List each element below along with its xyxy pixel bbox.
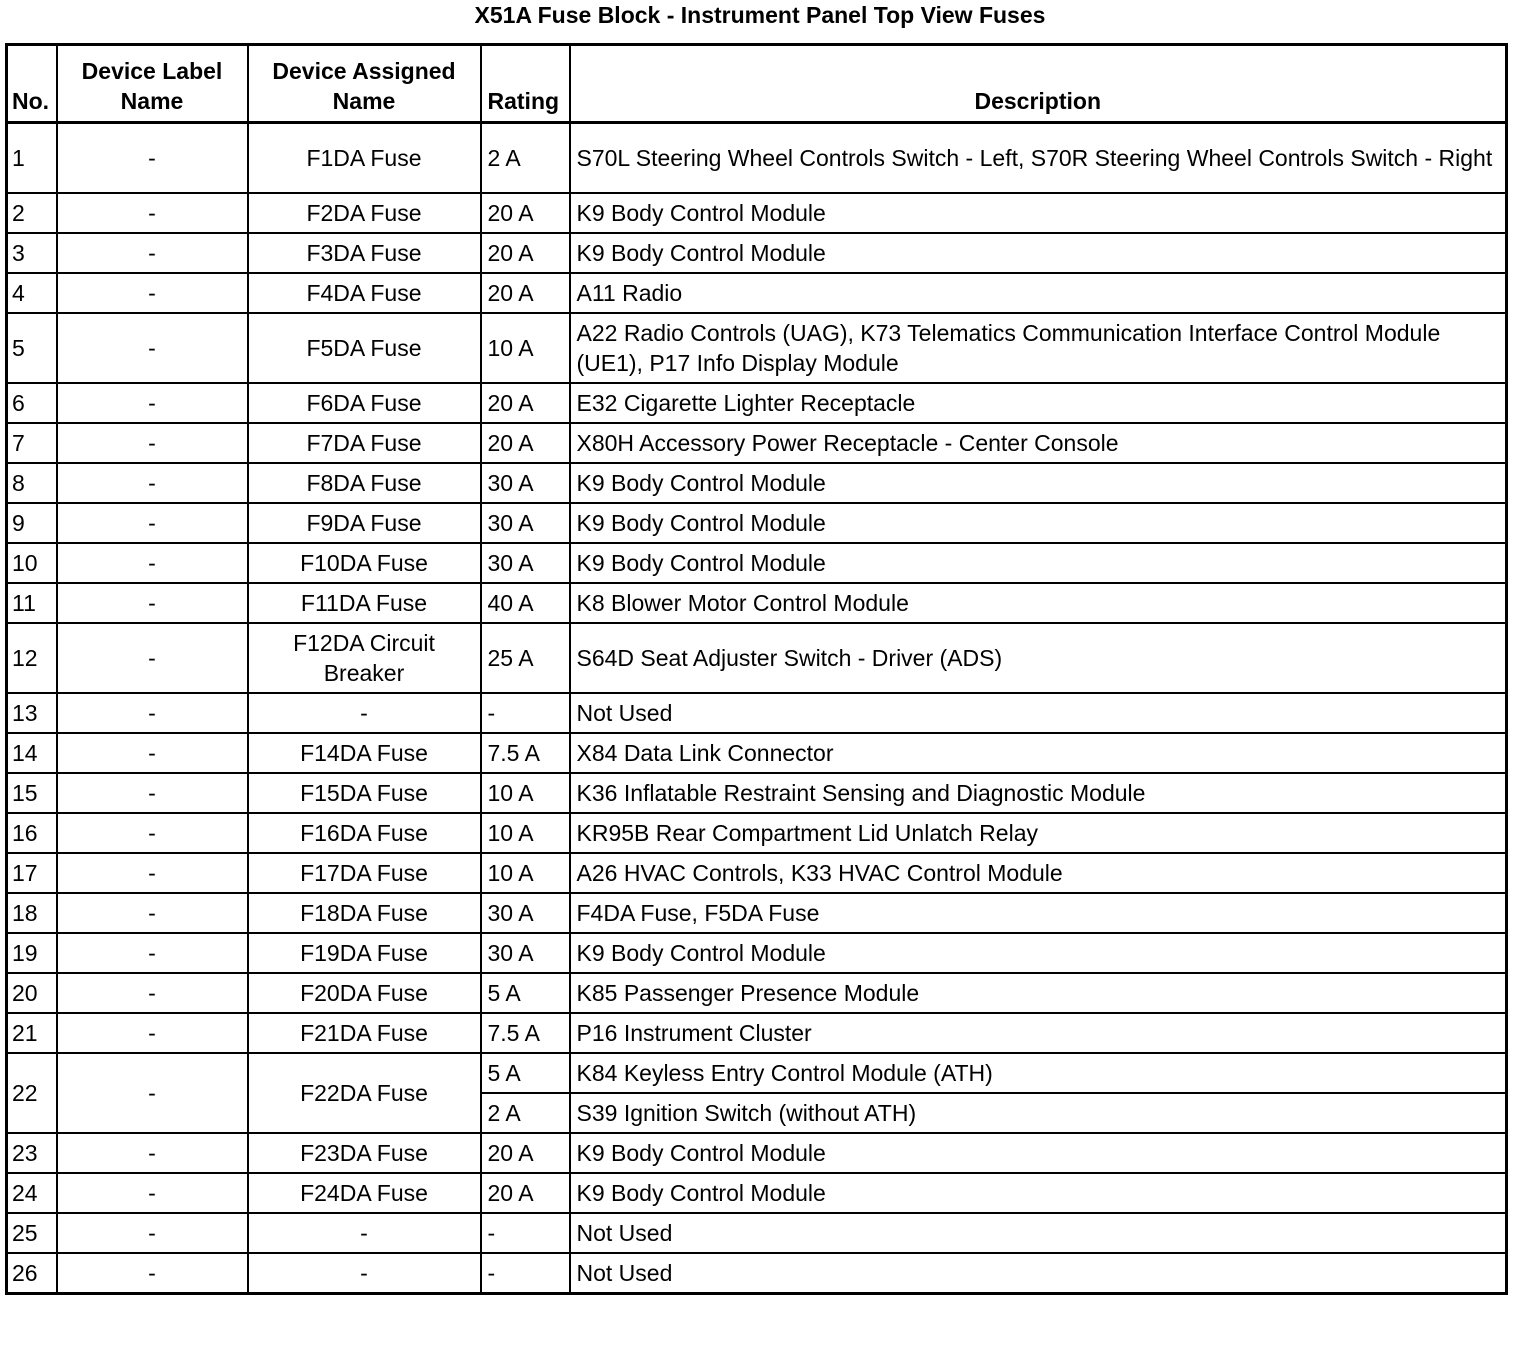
cell-no: 21: [7, 1013, 57, 1053]
cell-description: K85 Passenger Presence Module: [570, 973, 1507, 1013]
cell-no: 20: [7, 973, 57, 1013]
cell-device-label: -: [57, 313, 248, 383]
cell-device-assigned: F18DA Fuse: [248, 893, 481, 933]
table-row: [7, 623, 1507, 693]
cell-no: 23: [7, 1133, 57, 1173]
cell-device-label: -: [57, 693, 248, 733]
table-row: [7, 853, 1507, 893]
table-row: [7, 1013, 1507, 1053]
table-row: [7, 733, 1507, 773]
cell-rating: 30 A: [481, 893, 570, 933]
cell-no: 3: [7, 233, 57, 273]
cell-device-label: -: [57, 383, 248, 423]
cell-device-label: -: [57, 813, 248, 853]
cell-rating: 20 A: [481, 423, 570, 463]
cell-rating: 2 A: [481, 1093, 570, 1133]
cell-description: K9 Body Control Module: [570, 933, 1507, 973]
cell-rating: 7.5 A: [481, 733, 570, 773]
cell-rating: -: [481, 693, 570, 733]
cell-device-assigned: F20DA Fuse: [248, 973, 481, 1013]
cell-rating: -: [481, 1213, 570, 1253]
cell-description: KR95B Rear Compartment Lid Unlatch Relay: [570, 813, 1507, 853]
cell-device-label: -: [57, 273, 248, 313]
cell-description: K36 Inflatable Restraint Sensing and Diagnostic Module: [570, 773, 1507, 813]
table-row: [7, 933, 1507, 973]
table-row: [7, 383, 1507, 423]
cell-rating: 10 A: [481, 853, 570, 893]
cell-device-label: -: [57, 1173, 248, 1213]
cell-no: 2: [7, 193, 57, 233]
cell-rating: 25 A: [481, 623, 570, 693]
cell-device-assigned: F9DA Fuse: [248, 503, 481, 543]
cell-no: 22: [7, 1053, 57, 1133]
cell-rating: 20 A: [481, 383, 570, 423]
cell-device-label: -: [57, 583, 248, 623]
cell-rating: 7.5 A: [481, 1013, 570, 1053]
cell-device-assigned: F19DA Fuse: [248, 933, 481, 973]
table-row: [7, 773, 1507, 813]
cell-device-assigned: F3DA Fuse: [248, 233, 481, 273]
cell-rating: 2 A: [481, 123, 570, 194]
table-row: [7, 693, 1507, 733]
cell-no: 25: [7, 1213, 57, 1253]
cell-no: 15: [7, 773, 57, 813]
cell-rating: 30 A: [481, 543, 570, 583]
cell-device-label: -: [57, 123, 248, 194]
cell-device-label: -: [57, 233, 248, 273]
cell-description: K9 Body Control Module: [570, 463, 1507, 503]
cell-device-label: -: [57, 973, 248, 1013]
cell-device-label: -: [57, 1213, 248, 1253]
table-row: [7, 1173, 1507, 1213]
cell-rating: 5 A: [481, 1053, 570, 1093]
table-row: [7, 973, 1507, 1013]
cell-no: 13: [7, 693, 57, 733]
table-row: [7, 813, 1507, 853]
cell-no: 19: [7, 933, 57, 973]
cell-no: 16: [7, 813, 57, 853]
cell-description: S39 Ignition Switch (without ATH): [570, 1093, 1507, 1133]
cell-no: 18: [7, 893, 57, 933]
header-device-label: Device Label Name: [57, 45, 248, 123]
table-row: [7, 463, 1507, 503]
cell-device-label: -: [57, 543, 248, 583]
cell-no: 8: [7, 463, 57, 503]
cell-description: E32 Cigarette Lighter Receptacle: [570, 383, 1507, 423]
cell-device-assigned: F1DA Fuse: [248, 123, 481, 194]
cell-no: 1: [7, 123, 57, 194]
cell-device-assigned: F15DA Fuse: [248, 773, 481, 813]
cell-device-assigned: F22DA Fuse: [248, 1053, 481, 1133]
cell-device-label: -: [57, 1013, 248, 1053]
cell-rating: 5 A: [481, 973, 570, 1013]
cell-device-label: -: [57, 853, 248, 893]
table-row: [7, 273, 1507, 313]
cell-description: K9 Body Control Module: [570, 1133, 1507, 1173]
cell-no: 10: [7, 543, 57, 583]
table-row: [7, 503, 1507, 543]
cell-device-assigned: F16DA Fuse: [248, 813, 481, 853]
cell-rating: 10 A: [481, 813, 570, 853]
cell-no: 17: [7, 853, 57, 893]
cell-no: 11: [7, 583, 57, 623]
cell-description: K9 Body Control Module: [570, 193, 1507, 233]
header-no: No.: [7, 45, 57, 123]
table-row: [7, 423, 1507, 463]
table-row: [7, 193, 1507, 233]
cell-device-assigned: F17DA Fuse: [248, 853, 481, 893]
cell-device-assigned: F2DA Fuse: [248, 193, 481, 233]
header-row: [7, 45, 1507, 123]
cell-rating: 20 A: [481, 233, 570, 273]
cell-description: K9 Body Control Module: [570, 233, 1507, 273]
header-rating: Rating: [481, 45, 570, 123]
table-row: [7, 543, 1507, 583]
cell-rating: 20 A: [481, 193, 570, 233]
table-row: [7, 583, 1507, 623]
cell-device-assigned: F21DA Fuse: [248, 1013, 481, 1053]
page-title: X51A Fuse Block - Instrument Panel Top View Fuses: [474, 2, 1046, 28]
cell-description: A26 HVAC Controls, K33 HVAC Control Module: [570, 853, 1507, 893]
cell-rating: 20 A: [481, 273, 570, 313]
table-row: [7, 1213, 1507, 1253]
fuse-table: [5, 43, 1508, 1295]
cell-device-label: -: [57, 1253, 248, 1294]
cell-device-assigned: F23DA Fuse: [248, 1133, 481, 1173]
cell-no: 24: [7, 1173, 57, 1213]
cell-description: K84 Keyless Entry Control Module (ATH): [570, 1053, 1507, 1093]
cell-device-label: -: [57, 193, 248, 233]
table-row: [7, 233, 1507, 273]
table-row: [7, 123, 1507, 194]
cell-device-label: -: [57, 1133, 248, 1173]
cell-rating: 30 A: [481, 503, 570, 543]
cell-description: Not Used: [570, 1253, 1507, 1294]
cell-no: 4: [7, 273, 57, 313]
cell-description: K9 Body Control Module: [570, 503, 1507, 543]
cell-device-assigned: F11DA Fuse: [248, 583, 481, 623]
table-row: [7, 313, 1507, 383]
cell-description: Not Used: [570, 693, 1507, 733]
cell-device-label: -: [57, 893, 248, 933]
cell-device-label: -: [57, 733, 248, 773]
cell-device-label: -: [57, 423, 248, 463]
table-row: [7, 1053, 1507, 1093]
cell-device-label: -: [57, 623, 248, 693]
cell-description: P16 Instrument Cluster: [570, 1013, 1507, 1053]
fuse-table-body: [7, 123, 1507, 1294]
cell-device-assigned: F4DA Fuse: [248, 273, 481, 313]
cell-description: Not Used: [570, 1213, 1507, 1253]
cell-device-assigned: F10DA Fuse: [248, 543, 481, 583]
cell-description: S64D Seat Adjuster Switch - Driver (ADS): [570, 623, 1507, 693]
cell-no: 14: [7, 733, 57, 773]
cell-rating: 20 A: [481, 1173, 570, 1213]
header-description: Description: [570, 45, 1507, 123]
cell-description: X84 Data Link Connector: [570, 733, 1507, 773]
table-row: [7, 1253, 1507, 1294]
cell-device-assigned: F8DA Fuse: [248, 463, 481, 503]
cell-rating: 30 A: [481, 933, 570, 973]
cell-description: A11 Radio: [570, 273, 1507, 313]
cell-rating: -: [481, 1253, 570, 1294]
cell-no: 7: [7, 423, 57, 463]
cell-no: 5: [7, 313, 57, 383]
cell-device-assigned: F6DA Fuse: [248, 383, 481, 423]
cell-device-assigned: -: [248, 1253, 481, 1294]
cell-device-label: -: [57, 1053, 248, 1133]
header-device-assigned: Device Assigned Name: [248, 45, 481, 123]
table-row: [7, 1133, 1507, 1173]
cell-no: 9: [7, 503, 57, 543]
table-row: [7, 893, 1507, 933]
cell-description: S70L Steering Wheel Controls Switch - Left, S70R Steering Wheel Controls Switch - Right: [570, 123, 1507, 194]
cell-device-assigned: F5DA Fuse: [248, 313, 481, 383]
cell-device-assigned: -: [248, 1213, 481, 1253]
cell-no: 12: [7, 623, 57, 693]
cell-device-label: -: [57, 503, 248, 543]
cell-rating: 20 A: [481, 1133, 570, 1173]
cell-device-label: -: [57, 773, 248, 813]
cell-description: A22 Radio Controls (UAG), K73 Telematics Communication Interface Control Module (UE1), P17 Info Display Module: [570, 313, 1507, 383]
cell-description: K8 Blower Motor Control Module: [570, 583, 1507, 623]
cell-device-assigned: F12DA Circuit Breaker: [248, 623, 481, 693]
cell-rating: 10 A: [481, 313, 570, 383]
cell-rating: 10 A: [481, 773, 570, 813]
cell-description: F4DA Fuse, F5DA Fuse: [570, 893, 1507, 933]
cell-device-assigned: -: [248, 693, 481, 733]
cell-device-label: -: [57, 933, 248, 973]
cell-device-assigned: F14DA Fuse: [248, 733, 481, 773]
cell-no: 26: [7, 1253, 57, 1294]
cell-no: 6: [7, 383, 57, 423]
cell-description: X80H Accessory Power Receptacle - Center Console: [570, 423, 1507, 463]
cell-device-assigned: F24DA Fuse: [248, 1173, 481, 1213]
cell-rating: 30 A: [481, 463, 570, 503]
cell-description: K9 Body Control Module: [570, 543, 1507, 583]
cell-device-label: -: [57, 463, 248, 503]
cell-rating: 40 A: [481, 583, 570, 623]
cell-device-assigned: F7DA Fuse: [248, 423, 481, 463]
cell-description: K9 Body Control Module: [570, 1173, 1507, 1213]
